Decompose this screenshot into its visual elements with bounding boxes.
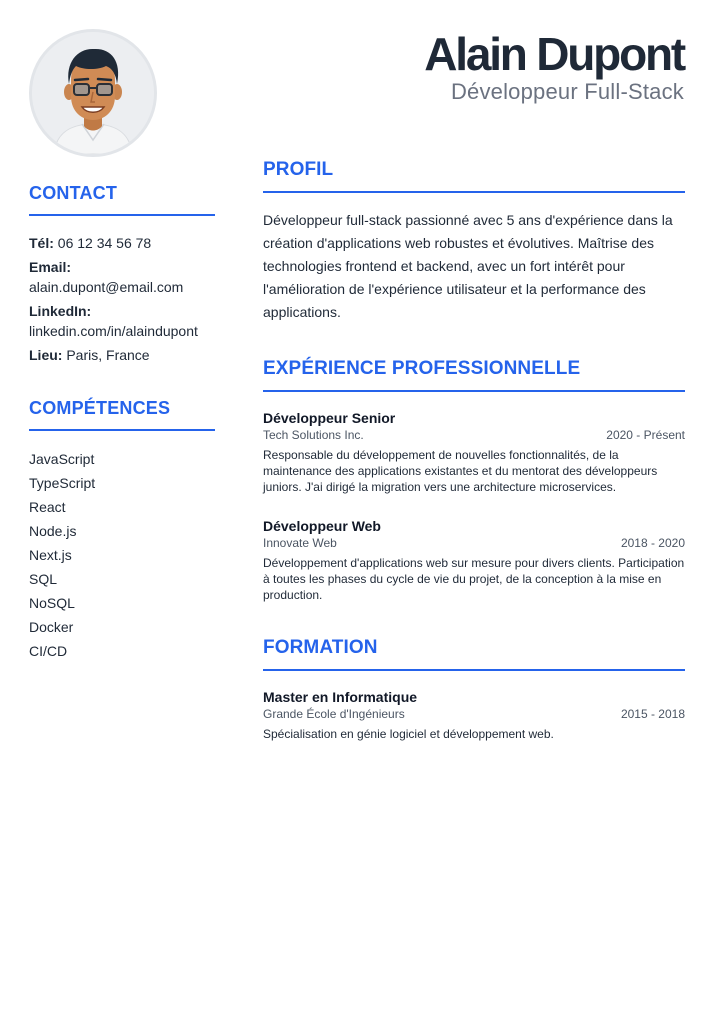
skill-item: Docker	[29, 619, 74, 635]
skill-item: Next.js	[29, 547, 72, 563]
avatar-illustration-icon	[32, 32, 154, 154]
entry-dates: 2020 - Présent	[606, 428, 685, 442]
skill-item: TypeScript	[29, 475, 96, 491]
entry-meta	[263, 427, 685, 443]
skills-heading: COMPÉTENCES	[29, 398, 215, 431]
entry-description: Développement d'applications web sur mesure pour divers clients. Participation à toutes les phases du cycle de vie du projet, de la conception à la mise en production.	[263, 556, 685, 602]
entry-company: Tech Solutions Inc.	[263, 428, 364, 442]
phone-label: Tél:	[29, 235, 54, 251]
entry-meta	[263, 706, 685, 722]
skill-item: SQL	[29, 571, 58, 587]
contact-email	[29, 257, 215, 297]
contact-list	[29, 233, 215, 365]
education-section	[263, 637, 685, 742]
linkedin-label: LinkedIn:	[29, 303, 92, 319]
entry-title: Développeur Web	[263, 518, 381, 534]
entry-title: Développeur Senior	[263, 410, 396, 426]
experience-section	[263, 358, 685, 603]
entry-dates: 2018 - 2020	[620, 536, 685, 550]
education-entry	[263, 688, 685, 742]
contact-heading: CONTACT	[29, 183, 215, 216]
skill-item: JavaScript	[29, 451, 95, 467]
skill-item: Node.js	[29, 523, 77, 539]
skills-list	[29, 447, 215, 663]
entry-school: Grande École d'Ingénieurs	[263, 707, 405, 721]
entry-title: Master en Informatique	[263, 689, 418, 705]
contact-phone	[29, 233, 215, 253]
skill-item: CI/CD	[29, 643, 68, 659]
education-heading: FORMATION	[263, 637, 685, 671]
entry-description: Responsable du développement de nouvelles fonctionnalités, de la maintenance des applications existantes et du mentorat des développeurs juniors. J'ai dirigé la migration vers une architecture microservices.	[263, 448, 658, 494]
entry-company: Innovate Web	[263, 536, 337, 550]
avatar	[29, 29, 157, 157]
email-value[interactable]: alain.dupont@email.com	[29, 279, 184, 295]
skill-item: NoSQL	[29, 595, 75, 611]
entry-meta	[263, 535, 685, 551]
contact-location	[29, 345, 215, 365]
person-name: Alain Dupont	[424, 28, 684, 80]
experience-heading: EXPÉRIENCE PROFESSIONNELLE	[263, 358, 685, 392]
contact-linkedin	[29, 301, 215, 341]
entry-dates: 2015 - 2018	[620, 707, 685, 721]
main-content	[263, 159, 685, 742]
resume-header	[424, 28, 684, 104]
skill-item: React	[29, 499, 66, 515]
entry-description: Spécialisation en génie logiciel et développement web.	[263, 727, 554, 741]
sidebar	[29, 183, 215, 663]
experience-entry	[263, 517, 685, 603]
profile-text: Développeur full-stack passionné avec 5 ans d'expérience dans la création d'applications web robustes et évolutives. Maîtrise des technologies frontend et backend, avec un fort intérêt pour l'amélioration de l'expérience utilisateur et la performance des applications.	[263, 212, 673, 320]
experience-entry	[263, 409, 685, 495]
location-value: Paris, France	[66, 347, 150, 363]
profile-heading: PROFIL	[263, 159, 685, 193]
job-title: Développeur Full-Stack	[450, 79, 684, 104]
email-label: Email:	[29, 259, 72, 275]
linkedin-value[interactable]: linkedin.com/in/alaindupont	[29, 323, 198, 339]
phone-value: 06 12 34 56 78	[57, 235, 152, 251]
location-label: Lieu:	[29, 347, 63, 363]
